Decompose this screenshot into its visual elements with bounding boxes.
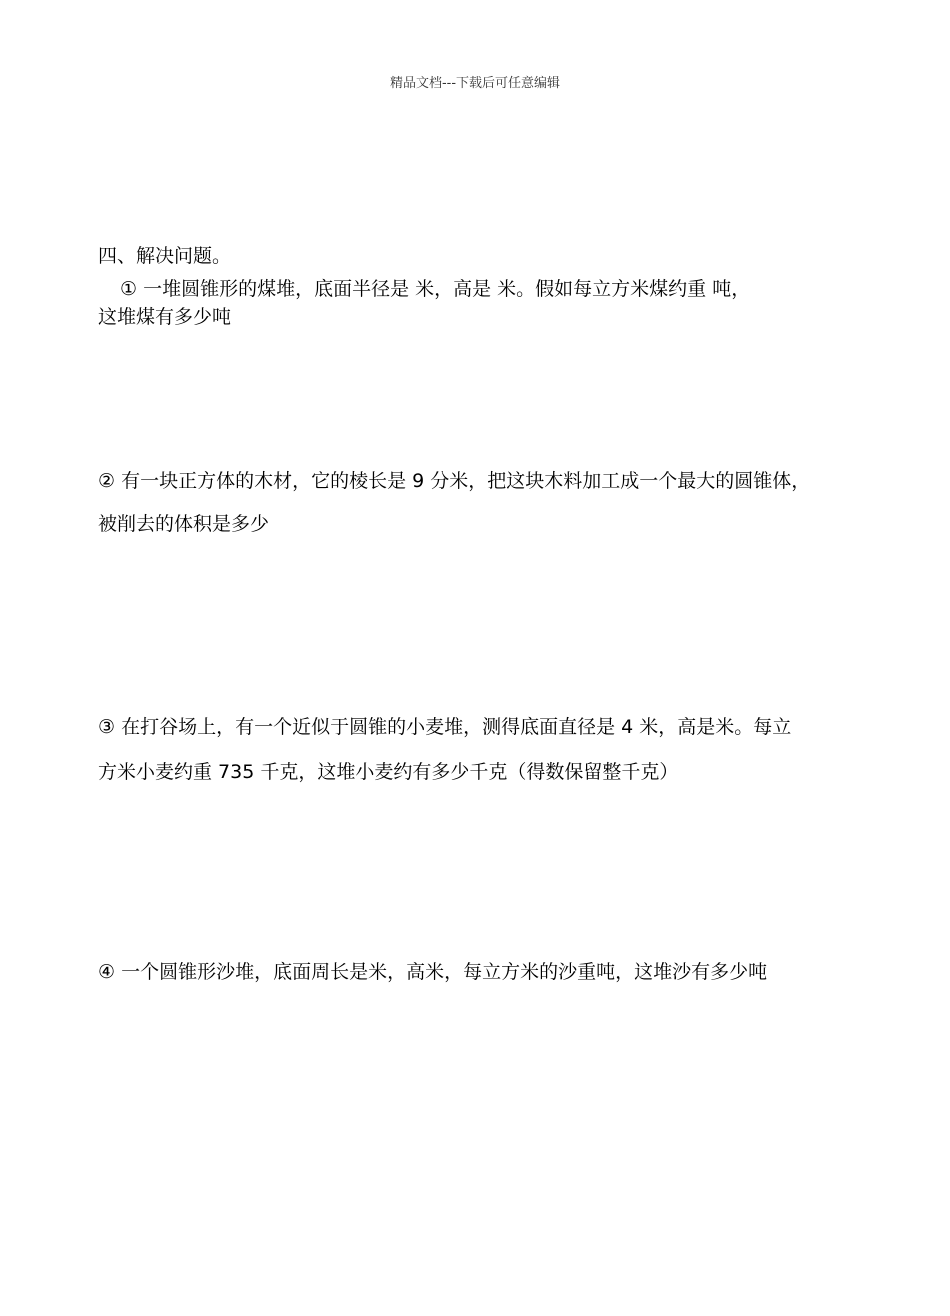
question-1-line-1: ① 一堆圆锥形的煤堆，底面半径是 米，高是 米。假如每立方米煤约重 吨， <box>120 278 751 300</box>
question-1-line-2: 这堆煤有多少吨 <box>98 306 232 328</box>
page-header: 精品文档---下载后可任意编辑 <box>389 76 561 91</box>
question-2-line-1: ② 有一块正方体的木材，它的棱长是 9 分米，把这块木料加工成一个最大的圆锥体， <box>98 470 811 492</box>
question-4-line-1: ④ 一个圆锥形沙堆，底面周长是米，高米，每立方米的沙重吨，这堆沙有多少吨 <box>98 961 768 983</box>
section-title: 四、解决问题。 <box>98 245 232 267</box>
question-3-line-1: ③ 在打谷场上，有一个近似于圆锥的小麦堆，测得底面直径是 4 米，高是米。每立 <box>98 716 792 738</box>
question-2-line-2: 被削去的体积是多少 <box>98 513 270 535</box>
question-3-line-2: 方米小麦约重 735 千克，这堆小麦约有多少千克（得数保留整千克） <box>98 761 679 783</box>
